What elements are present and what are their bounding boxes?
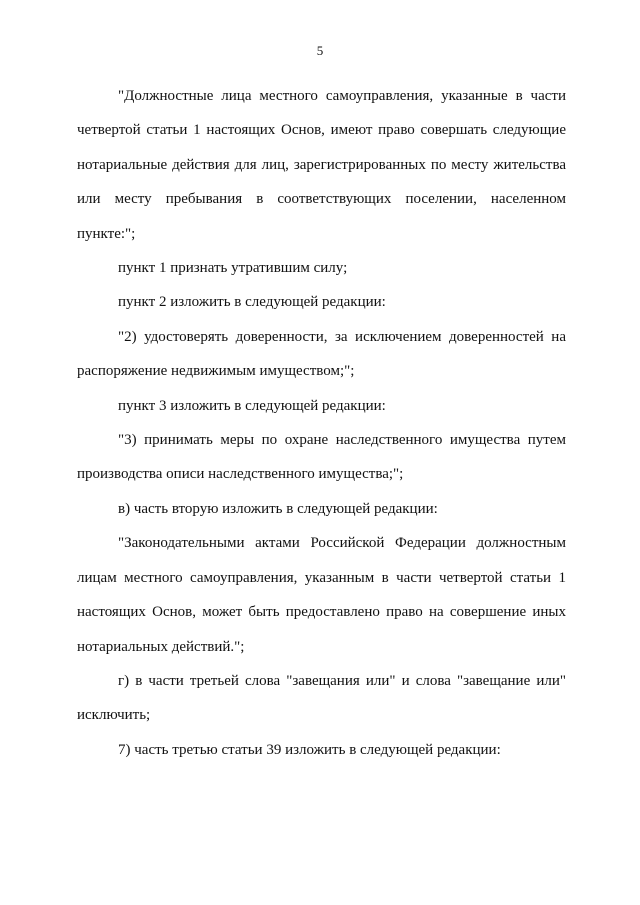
paragraph-officials-rights: "Должностные лица местного самоуправления, указанные в части четвертой статьи 1 настоящих Основ, имеют право совершать следующие нотариальные действия для лиц, зарегистрированных по месту жительства или месту пребывания в соответствующих поселении, населенном пункте:"; [77, 88, 566, 242]
paragraph-item-2-text: "2) удостоверять доверенности, за исключением доверенностей на распоряжение недвижимым имуществом;"; [77, 328, 566, 380]
paragraph-part-3-exclusion: г) в части третьей слова "завещания или" и слова "завещание или" исключить; [77, 672, 566, 724]
paragraph-part-2-intro: в) часть вторую изложить в следующей редакции: [118, 500, 438, 517]
paragraph-item-1-repealed: пункт 1 признать утратившим силу; [118, 260, 348, 277]
document-body [77, 79, 566, 767]
paragraph-item-3-intro: пункт 3 изложить в следующей редакции: [118, 397, 386, 414]
page-number: 5 [316, 43, 324, 58]
paragraph-item-3-text: "3) принимать меры по охране наследственного имущества путем производства описи наследственного имущества;"; [77, 432, 566, 483]
paragraph-part-2-text: "Законодательными актами Российской Федерации должностным лицам местного самоуправления, указанным в части четвертой статьи 1 настоящих Основ, может быть предоставлено право на совершение иных нотариальных действий."; [77, 535, 566, 655]
paragraph-item-2-intro: пункт 2 изложить в следующей редакции: [118, 294, 386, 311]
paragraph-article-39: 7) часть третью статьи 39 изложить в следующей редакции: [118, 741, 501, 758]
